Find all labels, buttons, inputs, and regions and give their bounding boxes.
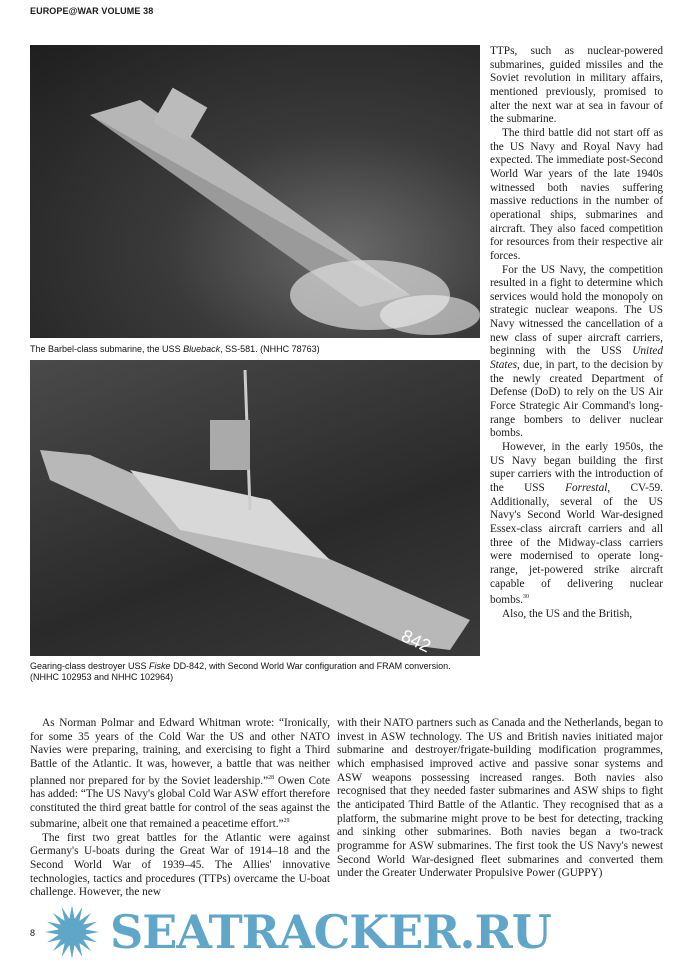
figure-caption-1: The Barbel-class submarine, the USS Blueback, SS-581. (NHHC 78763): [30, 344, 320, 354]
sun-ray: [85, 929, 99, 934]
figure-caption-2: Gearing-class destroyer USS Fiske DD-842, with Second World War configuration and FRAM conversion. (NHHC 102953 and NHHC 102964): [30, 661, 451, 682]
paragraph: The first two great battles for the Atlantic were against Germany's U-boats during the Great War of 1914–18 and the Second World War of 1939–45. The Allies' innovative technologies, tactics and procedures (TTPs) overcame the U-boat challenge. However, the new: [30, 831, 330, 899]
page-number: 8: [30, 928, 36, 938]
paragraph: As Norman Polmar and Edward Whitman wrote: “Ironically, for some 35 years of the Cold War the US and other NATO Navies were preparing, training, and exercising to fight a Third Battle of the Atlantic. It was, however, a battle that was neither planned nor prepared for by the Soviet leadership.”$^{28}$ Owen Cote has added: “The US Navy's global Cold War ASW effort therefore constituted the third great battle for control of the seas against the submarine, albeit one that remained a peacetime effort.”$^{29}$: [30, 717, 330, 831]
sun-ray: [69, 945, 74, 959]
sun-ray: [83, 922, 97, 930]
sun-ray: [69, 905, 74, 919]
paragraph: with their NATO partners such as Canada and the Netherlands, began to invest in ASW technology. The US and British navies initiated major submarine and destroyer/frigate-building modification programmes, which emphasised improved active and passive sonar systems and ASW weapons possessing increased ranges. Both navies also recognised that they needed faster submarines and ASW ships to fight the anticipated Third Battle of the Atlantic. They recognised that as a platform, the submarine might prove to be best for detecting, tracking and sinking other submarines. Both navies began a two-track programme for ASW submarines. The first took the US Navy's newest Second World War-designed fleet submarines and converted them under the Greater Underwater Propulsive Power (GUPPY): [337, 717, 663, 880]
sun-ray: [47, 922, 61, 930]
hull-number: 842: [398, 625, 434, 656]
sun-ray: [74, 907, 82, 921]
sun-ray: [45, 929, 59, 934]
paragraph: However, in the early 1950s, the US Navy began building the first super carriers with the introduction of the USS Forrestal, CV-59. Additionally, several of the US Navy's Second World War-designed Essex-class aircraft carriers and all three of the Midway-class carriers were modernised to operate long-range, jet-powered strike aircraft capable of delivering nuclear bombs.$^{30}$: [490, 441, 663, 607]
running-header: EUROPE@WAR VOLUME 38: [30, 6, 154, 16]
sun-ray: [83, 934, 97, 942]
watermark-sun-icon: [44, 904, 100, 960]
paragraph: For the US Navy, the competition resulted in a fight to determine which services would hold the monopoly on strategic nuclear weapons. The US Navy witnessed the cancellation of a new class of super aircraft carriers, beginning with the USS United States, due, in part, to the decision by the newly created Department of Defense (DoD) to rely on the US Air Force Strategic Air Command's long-range bombers to deliver nuclear bombs.: [490, 263, 663, 440]
submarine-illustration: [30, 45, 480, 338]
sun-ray: [47, 934, 61, 942]
bottom-left-text: [30, 717, 330, 900]
submarine-photo: [30, 45, 480, 338]
destroyer-photo: [30, 360, 480, 656]
sun-ray: [62, 907, 70, 921]
paragraph: TTPs, such as nuclear-powered submarines, guided missiles and the Soviet revolution in military affairs, mentioned previously, promised to alter the next war at sea in favour of the submarine.: [490, 45, 663, 126]
paragraph: The third battle did not start off as the US Navy and Royal Navy had expected. The immediate post-Second World War years of the late 1940s witnessed both navies suffering massive reductions in the number of operational ships, submarines and aircraft. They also faced competition for resources from their respective air forces.: [490, 126, 663, 262]
paragraph-start: Also, the US and the British,: [502, 607, 633, 620]
watermark: SEATRACKER.RU: [110, 905, 551, 959]
destroyer-illustration: [30, 360, 480, 656]
right-column-text: [490, 45, 663, 621]
bottom-right-text: [337, 717, 663, 881]
